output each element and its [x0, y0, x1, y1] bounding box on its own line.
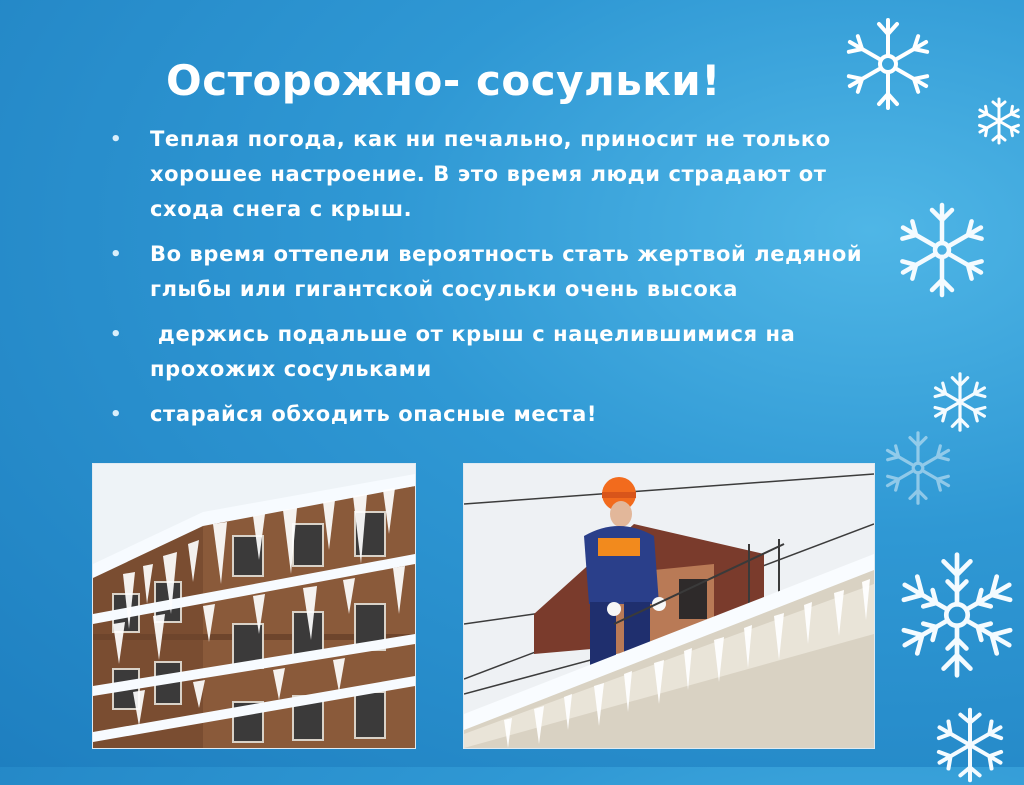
bullet-marker: •	[110, 404, 123, 425]
building-with-icicles-photo	[92, 463, 416, 749]
snowflake-icon	[974, 96, 1024, 146]
bullet-item	[110, 237, 870, 307]
snowflake-icon	[878, 428, 958, 508]
bullet-item	[110, 122, 870, 227]
bullet-list	[110, 122, 870, 442]
bullet-item	[110, 397, 870, 432]
bullet-text: держись подальше от крыш с нацелившимися на прохожих сосульками	[150, 322, 804, 381]
bullet-text: Во время оттепели вероятность стать жертвой ледяной глыбы или гигантской сосульки очень высока	[150, 242, 863, 301]
snowflake-icon	[892, 200, 992, 300]
bullet-marker: •	[110, 244, 123, 265]
bullet-text: Теплая погода, как ни печально, приносит не только хорошее настроение. В это время люди страдают от схода снега с крыш.	[150, 127, 831, 221]
bullet-text: старайся обходить опасные места!	[150, 402, 598, 426]
bullet-marker: •	[110, 129, 123, 150]
bullet-marker: •	[110, 324, 123, 345]
worker-clearing-roof-photo	[463, 463, 875, 749]
snowflake-icon	[930, 705, 1010, 785]
snowflake-icon	[890, 548, 1024, 682]
bullet-item	[110, 317, 870, 387]
snowflake-icon	[928, 370, 992, 434]
snowflake-icon	[838, 14, 938, 114]
slide-title: Осторожно- сосульки!	[166, 56, 721, 105]
